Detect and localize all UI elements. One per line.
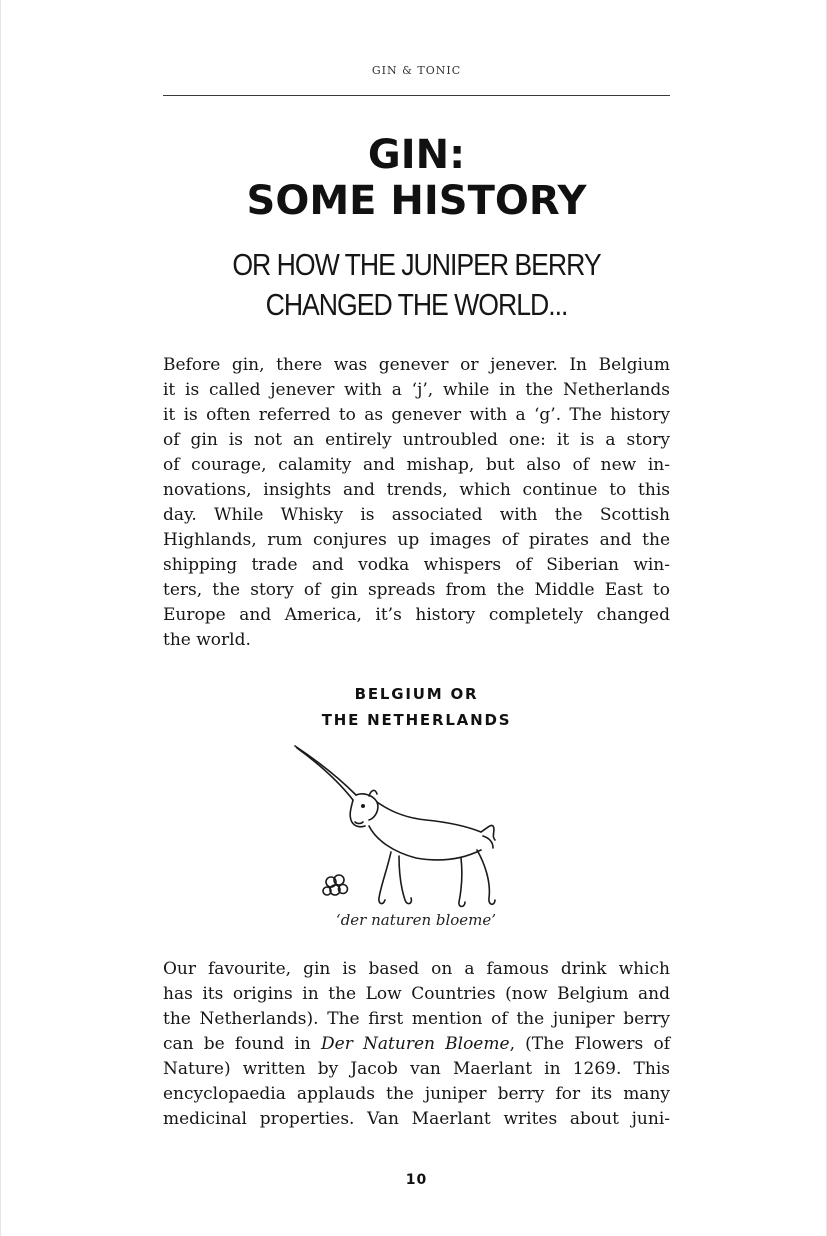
chapter-subtitle-line-2: CHANGED THE WORLD...	[265, 287, 568, 322]
intro-line: of gin is not an entirely untroubled one: it is a story	[163, 430, 670, 450]
chapter-title-line-1: GIN:	[367, 132, 466, 178]
body-line-text: , (The Flowers of	[509, 1034, 670, 1054]
section-heading	[163, 681, 670, 733]
running-head: GIN & TONIC	[371, 64, 462, 77]
intro-line: shipping trade and vodka whispers of Siberian win-	[163, 555, 670, 575]
body-line: has its origins in the Low Countries (now Belgium and	[163, 984, 670, 1004]
intro-line: Europe and America, it’s history completely changed	[163, 605, 670, 625]
chapter-title	[163, 132, 670, 224]
intro-line: ters, the story of gin spreads from the Middle East to	[163, 580, 670, 600]
body-line: Our favourite, gin is based on a famous drink which	[163, 959, 670, 979]
body-line-text: can be found in	[163, 1034, 322, 1054]
chapter-title-line-2: SOME HISTORY	[246, 178, 587, 224]
body-line: medicinal properties. Van Maerlant writes about juni-	[163, 1109, 670, 1129]
intro-line: day. While Whisky is associated with the Scottish	[163, 505, 670, 525]
chapter-subtitle-line-1: OR HOW THE JUNIPER BERRY	[232, 247, 601, 282]
intro-paragraph	[163, 353, 670, 653]
body-line: encyclopaedia applauds the juniper berry for its many	[163, 1084, 670, 1104]
chapter-subtitle	[198, 245, 634, 325]
book-title: Der Naturen Bloeme	[321, 1034, 510, 1054]
intro-line: Before gin, there was genever or jenever. In Belgium	[163, 355, 670, 375]
intro-line: Highlands, rum conjures up images of pirates and the	[163, 530, 670, 550]
intro-line: it is called jenever with a ‘j’, while in the Netherlands	[163, 380, 670, 400]
intro-line: it is often referred to as genever with a ‘g’. The history	[163, 405, 670, 425]
page-number: 10	[405, 1172, 428, 1188]
intro-line: of courage, calamity and mishap, but also of new in-	[163, 455, 670, 475]
section-heading-line-2: THE NETHERLANDS	[321, 711, 512, 729]
illustration-caption: ‘der naturen bloeme’	[335, 911, 497, 929]
intro-line: the world.	[163, 630, 251, 650]
unicorn-drawing-icon	[281, 740, 521, 940]
section-heading-line-1: BELGIUM OR	[354, 685, 479, 703]
header-rule	[163, 95, 670, 96]
body-paragraph	[163, 957, 670, 1132]
body-line	[163, 1032, 670, 1057]
intro-line: novations, insights and trends, which continue to this	[163, 480, 670, 500]
body-line: Nature) written by Jacob van Maerlant in 1269. This	[163, 1059, 670, 1079]
body-line: the Netherlands). The first mention of the juniper berry	[163, 1009, 670, 1029]
